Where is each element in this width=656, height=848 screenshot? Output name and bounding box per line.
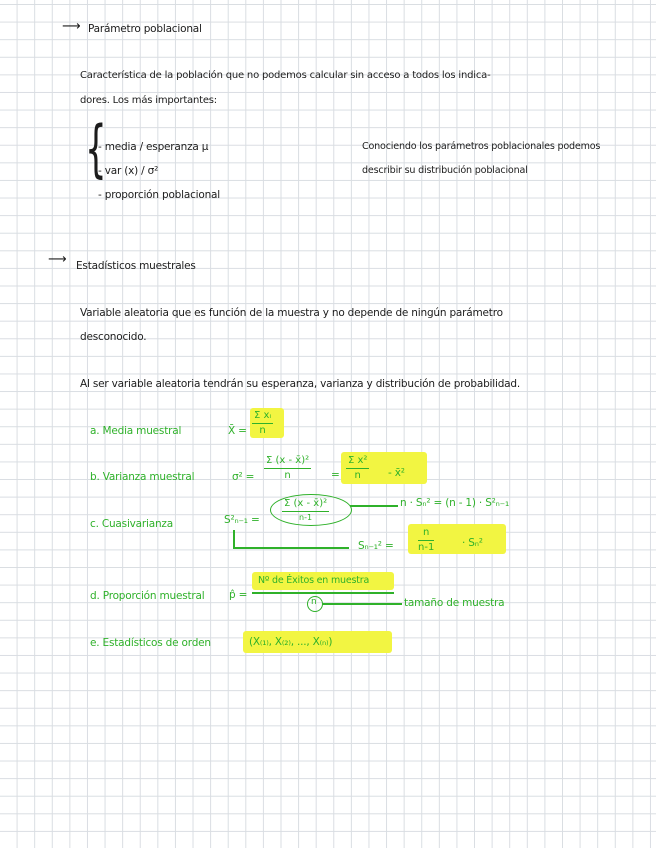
- connector-line: [233, 530, 235, 548]
- item-a-denominator: n: [259, 424, 266, 436]
- fraction-bar: [264, 468, 311, 469]
- heading-parametro-poblacional: Parámetro poblacional: [88, 23, 202, 35]
- connector-line: [322, 603, 402, 605]
- item-b-denominator1: n: [284, 469, 291, 481]
- para3: Al ser variable aleatoria tendrán su esperanza, varianza y distribución de probabilidad.: [80, 378, 520, 390]
- list-item-varianza: - var (x) / σ²: [98, 165, 159, 177]
- item-b-numerator2: Σ x²: [348, 455, 368, 466]
- item-b-equals: =: [331, 469, 340, 481]
- fraction-bar: [252, 592, 394, 594]
- item-c-fraction: [282, 498, 329, 522]
- item-d-label: d. Proporción muestral: [90, 590, 205, 602]
- item-c-lhs2: Sₙ₋₁² =: [358, 540, 394, 552]
- item-e-label: e. Estadísticos de orden: [90, 637, 211, 649]
- item-d-numerator: Nº de Éxitos en muestra: [258, 575, 370, 586]
- item-b-lhs: σ² =: [232, 471, 255, 483]
- fraction-bar: [418, 540, 434, 541]
- arrow-icon: ⟶: [48, 252, 67, 267]
- connector-line: [350, 505, 398, 507]
- item-b-fraction1: [264, 455, 311, 481]
- item-c-denominator: n-1: [299, 512, 313, 522]
- heading-estadisticos-muestrales: Estadísticos muestrales: [76, 260, 196, 272]
- side-note-line1: Conociendo los parámetros poblacionales podemos: [362, 141, 601, 152]
- para1-line1: Característica de la población que no podemos calcular sin acceso a todos los indica-: [80, 70, 491, 81]
- item-c-lhs: S²ₙ₋₁ =: [224, 514, 260, 526]
- item-a-numerator: Σ xᵢ: [254, 410, 272, 421]
- item-b-denominator2: n: [354, 469, 361, 481]
- side-note-line2: describir su distribución poblacional: [362, 165, 528, 176]
- item-a-fraction: [252, 410, 273, 436]
- fraction-bar: [346, 468, 369, 469]
- item-c-fraction2: [418, 527, 434, 553]
- fraction-bar: [282, 511, 329, 512]
- item-b-numerator1: Σ (x - x̄)²: [266, 455, 310, 466]
- item-c-label: c. Cuasivarianza: [90, 518, 173, 530]
- item-b-fraction2: [346, 455, 369, 481]
- item-c-right: n · Sₙ² = (n - 1) · S²ₙ₋₁: [400, 497, 510, 509]
- connector-line: [233, 547, 349, 549]
- item-c-tail2: · Sₙ²: [462, 537, 483, 549]
- item-c-numerator2: n: [422, 527, 430, 538]
- item-d-lhs: p̂ =: [229, 589, 248, 601]
- list-item-media: - media / esperanza μ: [98, 141, 209, 153]
- item-a-lhs: X̄ =: [228, 425, 247, 437]
- item-c-numerator: Σ (x - x̄)²: [284, 498, 328, 509]
- para2-line1: Variable aleatoria que es función de la muestra y no depende de ningún parámetro: [80, 307, 503, 319]
- item-e-value: (X₍₁₎, X₍₂₎, ..., X₍ₙ₎): [249, 636, 333, 648]
- item-d-note: tamaño de muestra: [404, 597, 505, 609]
- item-a-label: a. Media muestral: [90, 425, 182, 437]
- item-b-tail: - x̄²: [388, 467, 405, 479]
- list-item-proporcion: - proporción poblacional: [98, 189, 221, 201]
- item-c-denominator2: n-1: [418, 541, 435, 553]
- fraction-bar: [252, 423, 273, 424]
- item-d-denominator: n: [311, 597, 317, 607]
- para2-line2: desconocido.: [80, 331, 147, 343]
- item-b-label: b. Varianza muestral: [90, 471, 195, 483]
- left-brace: {: [85, 112, 107, 185]
- para1-line2: dores. Los más importantes:: [80, 95, 217, 106]
- arrow-icon: ⟶: [62, 19, 81, 34]
